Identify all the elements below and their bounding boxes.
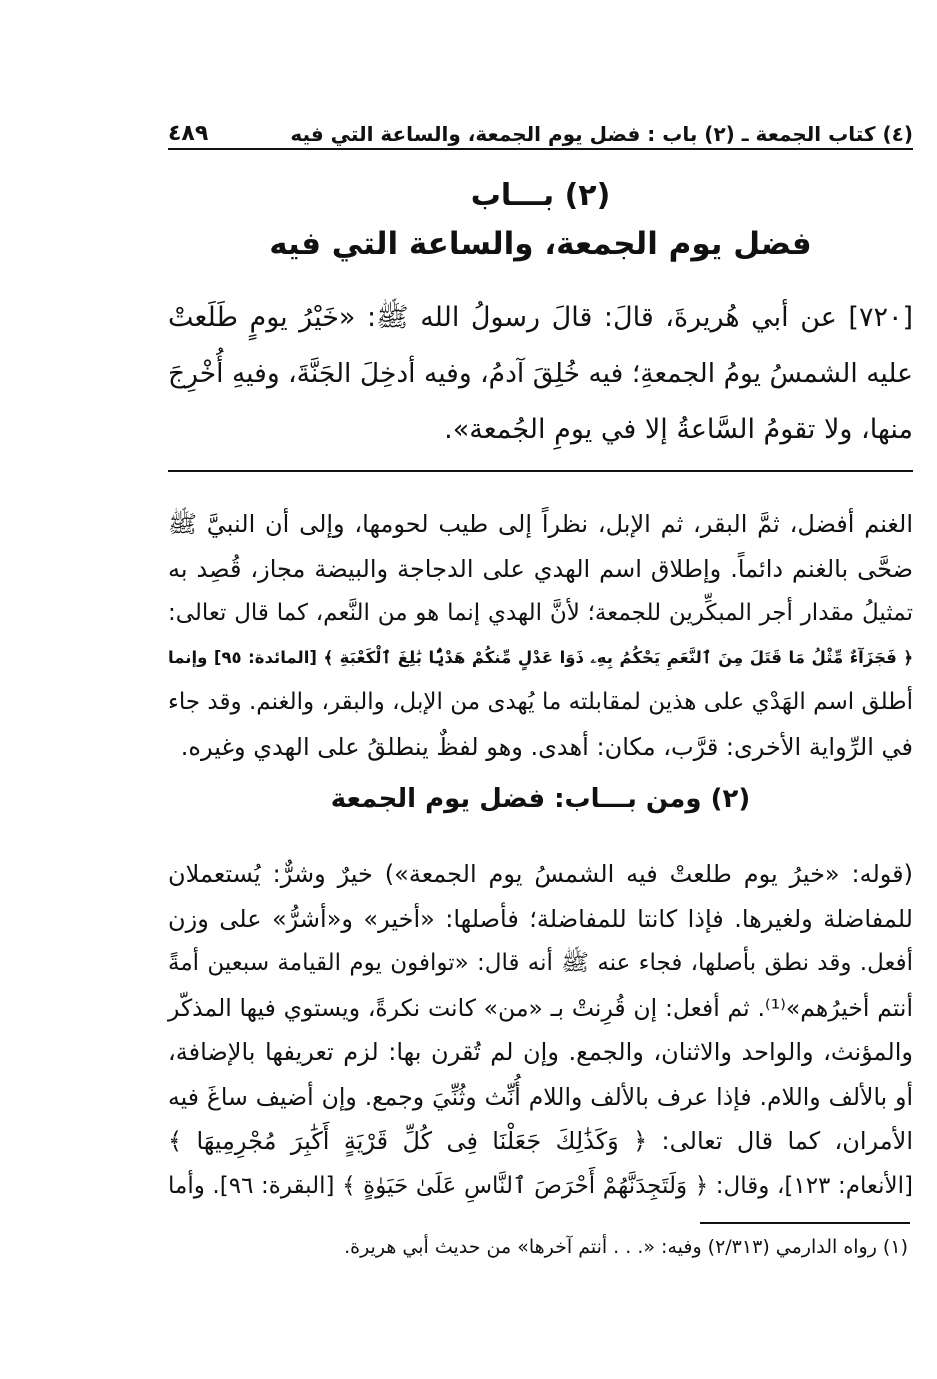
text-commentary-separator — [168, 470, 913, 472]
commentary-line: أنتم أخيرُهم»⁽¹⁾. ثم أفعل: إن قُرِنتْ بـ «من» كانت نكرةً، ويستوي فيها المذكّر — [168, 993, 913, 1022]
header-rule — [168, 148, 913, 150]
commentary-paragraph-2 — [168, 852, 913, 1208]
commentary-line: الغنم أفضل، ثمَّ البقر، ثم الإبل، نظراً إلى طيب لحومها، وإلى أن النبيَّ ﷺ — [168, 510, 913, 538]
commentary-line: أو بالألف واللام. فإذا عرف بالألف واللام أُنِّث وثُنِّيَ وجمع. وإن أضيف ساغَ فيه — [168, 1082, 913, 1111]
section-heading: (٢) ومن بـــاب: فضل يوم الجمعة — [330, 784, 751, 814]
hadith-line: منها، ولا تقومُ السَّاعةُ إلا في يومِ الجُمعة». — [444, 414, 913, 445]
quran-verse-line: ﴿ فَجَزَآءٌ مِّثْلُ مَا قَتَلَ مِنَ ٱلنَّعَمِ يَحْكُمُ بِهِۦ ذَوَا عَدْلٍ مِّنكُمْ هَدْيًۢا بَٰلِغَ ٱلْكَعْبَةِ ﴾ [المائدة: ٩٥] وإنما — [168, 647, 913, 667]
commentary-line: والمؤنث، والواحد والاثنان، والجمع. وإن لم تُقرن بها: لزم تعريفها بالإضافة، — [168, 1038, 913, 1066]
commentary-line: أطلق اسم الهَدْي على هذين لمقابلته ما يُهدى من الإبل، والبقر، والغنم. وقد جاء — [168, 689, 913, 715]
footnote-rule — [700, 1222, 910, 1224]
footnote: (١) رواه الدارمي (٢/٣١٣) وفيه: «. . . أنتم آخرها» من حديث أبي هريرة. — [344, 1236, 908, 1258]
page-number: ٤٨٩ — [168, 121, 209, 146]
hadith-text — [168, 290, 913, 458]
hadith-line: [٧٢٠] عن أبي هُريرةَ، قالَ: قالَ رسولُ الله ﷺ: «خَيْرُ يومٍ طَلَعتْ — [168, 302, 913, 333]
commentary-line: للمفاضلة ولغيرها. فإذا كانتا للمفاضلة؛ فأصلها: «أخير» و«أشرُّ» على وزن — [168, 904, 913, 933]
commentary-line: [الأنعام: ١٢٣]، وقال: ﴿ وَلَتَجِدَنَّهُمْ أَحْرَصَ ٱلنَّاسِ عَلَىٰ حَيَوٰةٍ ﴾ [البقرة: ٩٦]. وأما — [168, 1172, 913, 1199]
running-header — [168, 110, 913, 146]
chapter-title: فضل يوم الجمعة، والساعة التي فيه — [269, 226, 812, 262]
commentary-line: أفعل. وقد نطق بأصلها، فجاء عنه ﷺ أنه قال: «توافون يوم القيامة سبعين أمةً — [168, 950, 913, 976]
commentary-line: تمثيلُ مقدار أجر المبكِّرين للجمعة؛ لأنَّ الهدي إنما هو من النَّعم، كما قال تعالى: — [168, 600, 913, 626]
commentary-line: في الرِّواية الأخرى: قرَّب، مكان: أهدى. وهو لفظٌ ينطلقُ على الهدي وغيره. — [180, 732, 913, 761]
commentary-line: ضحَّى بالغنم دائماً. وإطلاق اسم الهدي على الدجاجة والبيضة مجاز، قُصِد به — [168, 554, 913, 583]
commentary-line: الأمران، كما قال تعالى: ﴿ وَكَذَٰلِكَ جَعَلْنَا فِى كُلِّ قَرْيَةٍ أَكَٰبِرَ مُجْرِمِيهَا ﴾ — [168, 1127, 913, 1155]
hadith-line: عليه الشمسُ يومُ الجمعةِ؛ فيه خُلِقَ آدمُ، وفيه أدخِلَ الجَنَّةَ، وفيهِ أُخْرِجَ — [168, 358, 913, 389]
running-title: (٤) كتاب الجمعة ـ (٢) باب : فضل يوم الجمعة، والساعة التي فيه — [290, 122, 913, 146]
commentary-paragraph — [168, 502, 913, 769]
commentary-line: (قوله: «خيرُ يوم طلعتْ فيه الشمسُ يوم الجمعة») خيرٌ وشرٌّ: يُستعملان — [168, 860, 913, 888]
bab-heading: (٢) بـــاب — [470, 178, 611, 213]
